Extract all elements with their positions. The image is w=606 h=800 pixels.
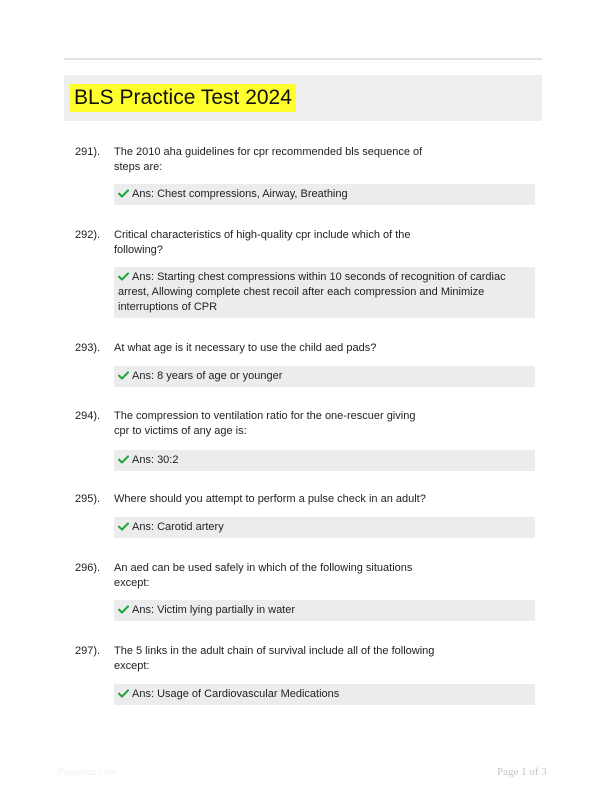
check-icon: [118, 522, 129, 531]
check-icon: [118, 189, 129, 198]
answer-text: Ans: Starting chest compressions within 10 seconds of recognition of cardiac arrest, Allowing complete chest recoil after each compression and Minimize interruptions of CPR: [118, 271, 506, 313]
page-number: Page 1 of 3: [497, 766, 547, 778]
question-text: Where should you attempt to perform a pulse check in an adult?: [114, 493, 426, 505]
answer-text: Ans: Chest compressions, Airway, Breathing: [132, 188, 348, 200]
answer-text: Ans: 8 years of age or younger: [132, 370, 283, 382]
question-text: Critical characteristics of high-quality cpr include which of the following?: [114, 229, 411, 256]
answer-box: [114, 684, 535, 705]
question-number: 296).: [75, 562, 101, 574]
answer-box: [114, 184, 535, 205]
title-band: [64, 75, 542, 121]
question-number: 297).: [75, 645, 101, 657]
question-number: 291).: [75, 146, 101, 158]
answer-box: [114, 600, 535, 621]
answer-box: [114, 267, 535, 318]
question-text: The 2010 aha guidelines for cpr recommended bls sequence of steps are:: [114, 146, 423, 173]
answer-text: Ans: 30:2: [132, 454, 179, 466]
answer-box: [114, 517, 535, 538]
question-text: At what age is it necessary to use the child aed pads?: [114, 342, 377, 354]
question-number: 292).: [75, 229, 101, 241]
check-icon: [118, 455, 129, 464]
question-number: 293).: [75, 342, 101, 354]
question-number: 295).: [75, 493, 101, 505]
footer-watermark: Paperdoc.com: [58, 767, 117, 777]
answer-box: [114, 450, 535, 471]
page-title: BLS Practice Test 2024: [70, 84, 296, 112]
answer-text: Ans: Victim lying partially in water: [132, 604, 296, 616]
check-icon: [118, 605, 129, 614]
check-icon: [118, 689, 129, 698]
check-icon: [118, 272, 129, 281]
question-text: The compression to ventilation ratio for the one-rescuer giving cpr to victims of any age is:: [114, 410, 416, 437]
answer-text: Ans: Usage of Cardiovascular Medications: [132, 688, 340, 700]
answer-text: Ans: Carotid artery: [132, 521, 224, 533]
answer-box: [114, 366, 535, 387]
question-number: 294).: [75, 410, 101, 422]
question-text: The 5 links in the adult chain of survival include all of the following except:: [114, 645, 435, 672]
header-divider: [64, 58, 542, 60]
question-text: An aed can be used safely in which of the following situations except:: [114, 562, 413, 589]
check-icon: [118, 371, 129, 380]
